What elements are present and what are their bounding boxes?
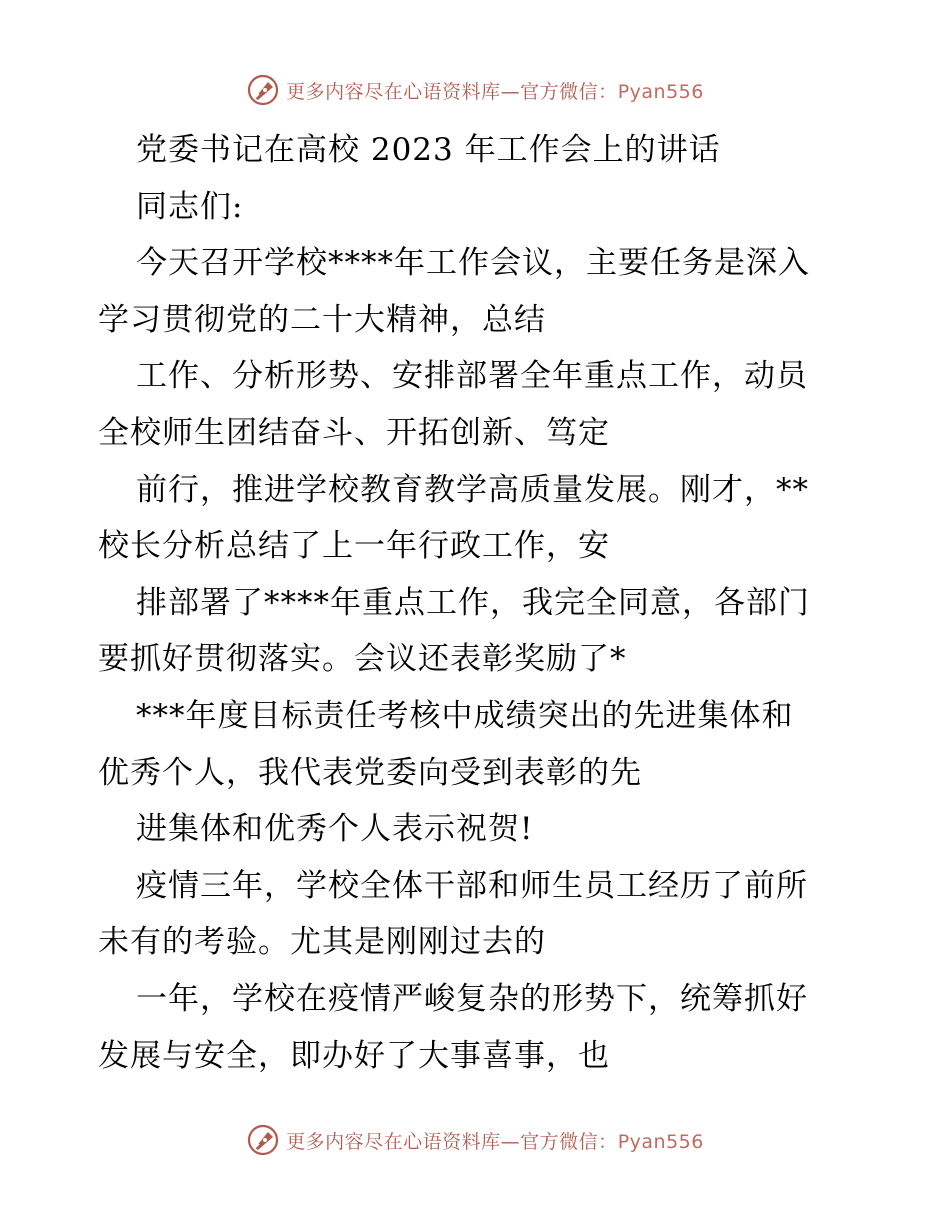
- watermark-header: [0, 70, 950, 110]
- paragraph-line: 疫情三年，学校全体干部和师生员工经历了前所: [136, 867, 808, 904]
- watermark-separator: —: [500, 80, 521, 103]
- watermark-group: [246, 1123, 704, 1157]
- paragraph-line: 未有的考验。尤其是刚刚过去的: [98, 924, 546, 961]
- paragraph-line: 学习贯彻党的二十大精神，总结: [98, 301, 546, 338]
- watermark-contact-label: 官方微信：: [520, 80, 618, 103]
- paragraph-line: 要抓好贯彻落实。会议还表彰奖励了*: [98, 641, 627, 678]
- watermark-brand: 更多内容尽在心语资料库: [286, 80, 501, 103]
- watermark-contact-id: Pyan556: [617, 80, 704, 103]
- document-title: 党委书记在高校 2023 年工作会上的讲话: [136, 132, 721, 168]
- watermark-footer: [0, 1120, 950, 1160]
- paragraph-line: 工作、分析形势、安排部署全年重点工作，动员: [136, 358, 808, 395]
- watermark-contact-id: Pyan556: [617, 1130, 704, 1153]
- paragraph-line: 优秀个人，我代表党委向受到表彰的先: [98, 754, 642, 791]
- pen-nib-logo-icon: [246, 73, 280, 107]
- paragraph-line: 全校师生团结奋斗、开拓创新、笃定: [98, 414, 610, 451]
- paragraph-line: 今天召开学校****年工作会议，主要任务是深入: [136, 245, 810, 282]
- watermark-brand: 更多内容尽在心语资料库: [286, 1130, 501, 1153]
- paragraph-line: 排部署了****年重点工作，我完全同意，各部门: [136, 584, 810, 621]
- paragraph-line: 前行，推进学校教育教学高质量发展。刚才，**: [136, 471, 809, 508]
- paragraph-line: 发展与安全，即办好了大事喜事，也: [98, 1037, 610, 1074]
- pen-nib-logo-icon: [246, 1123, 280, 1157]
- watermark-separator: —: [500, 1130, 521, 1153]
- salutation: 同志们:: [136, 188, 244, 225]
- watermark-text: [286, 77, 704, 104]
- paragraph-line: 校长分析总结了上一年行政工作，安: [98, 528, 610, 565]
- watermark-group: [246, 73, 704, 107]
- paragraph-line: 进集体和优秀个人表示祝贺!: [136, 811, 534, 848]
- paragraph-line: ***年度目标责任考核中成绩突出的先进集体和: [136, 697, 794, 734]
- paragraph-line: 一年，学校在疫情严峻复杂的形势下，统筹抓好: [136, 980, 808, 1017]
- document-body: [98, 122, 858, 1084]
- watermark-contact-label: 官方微信：: [520, 1130, 618, 1153]
- watermark-text: [286, 1127, 704, 1154]
